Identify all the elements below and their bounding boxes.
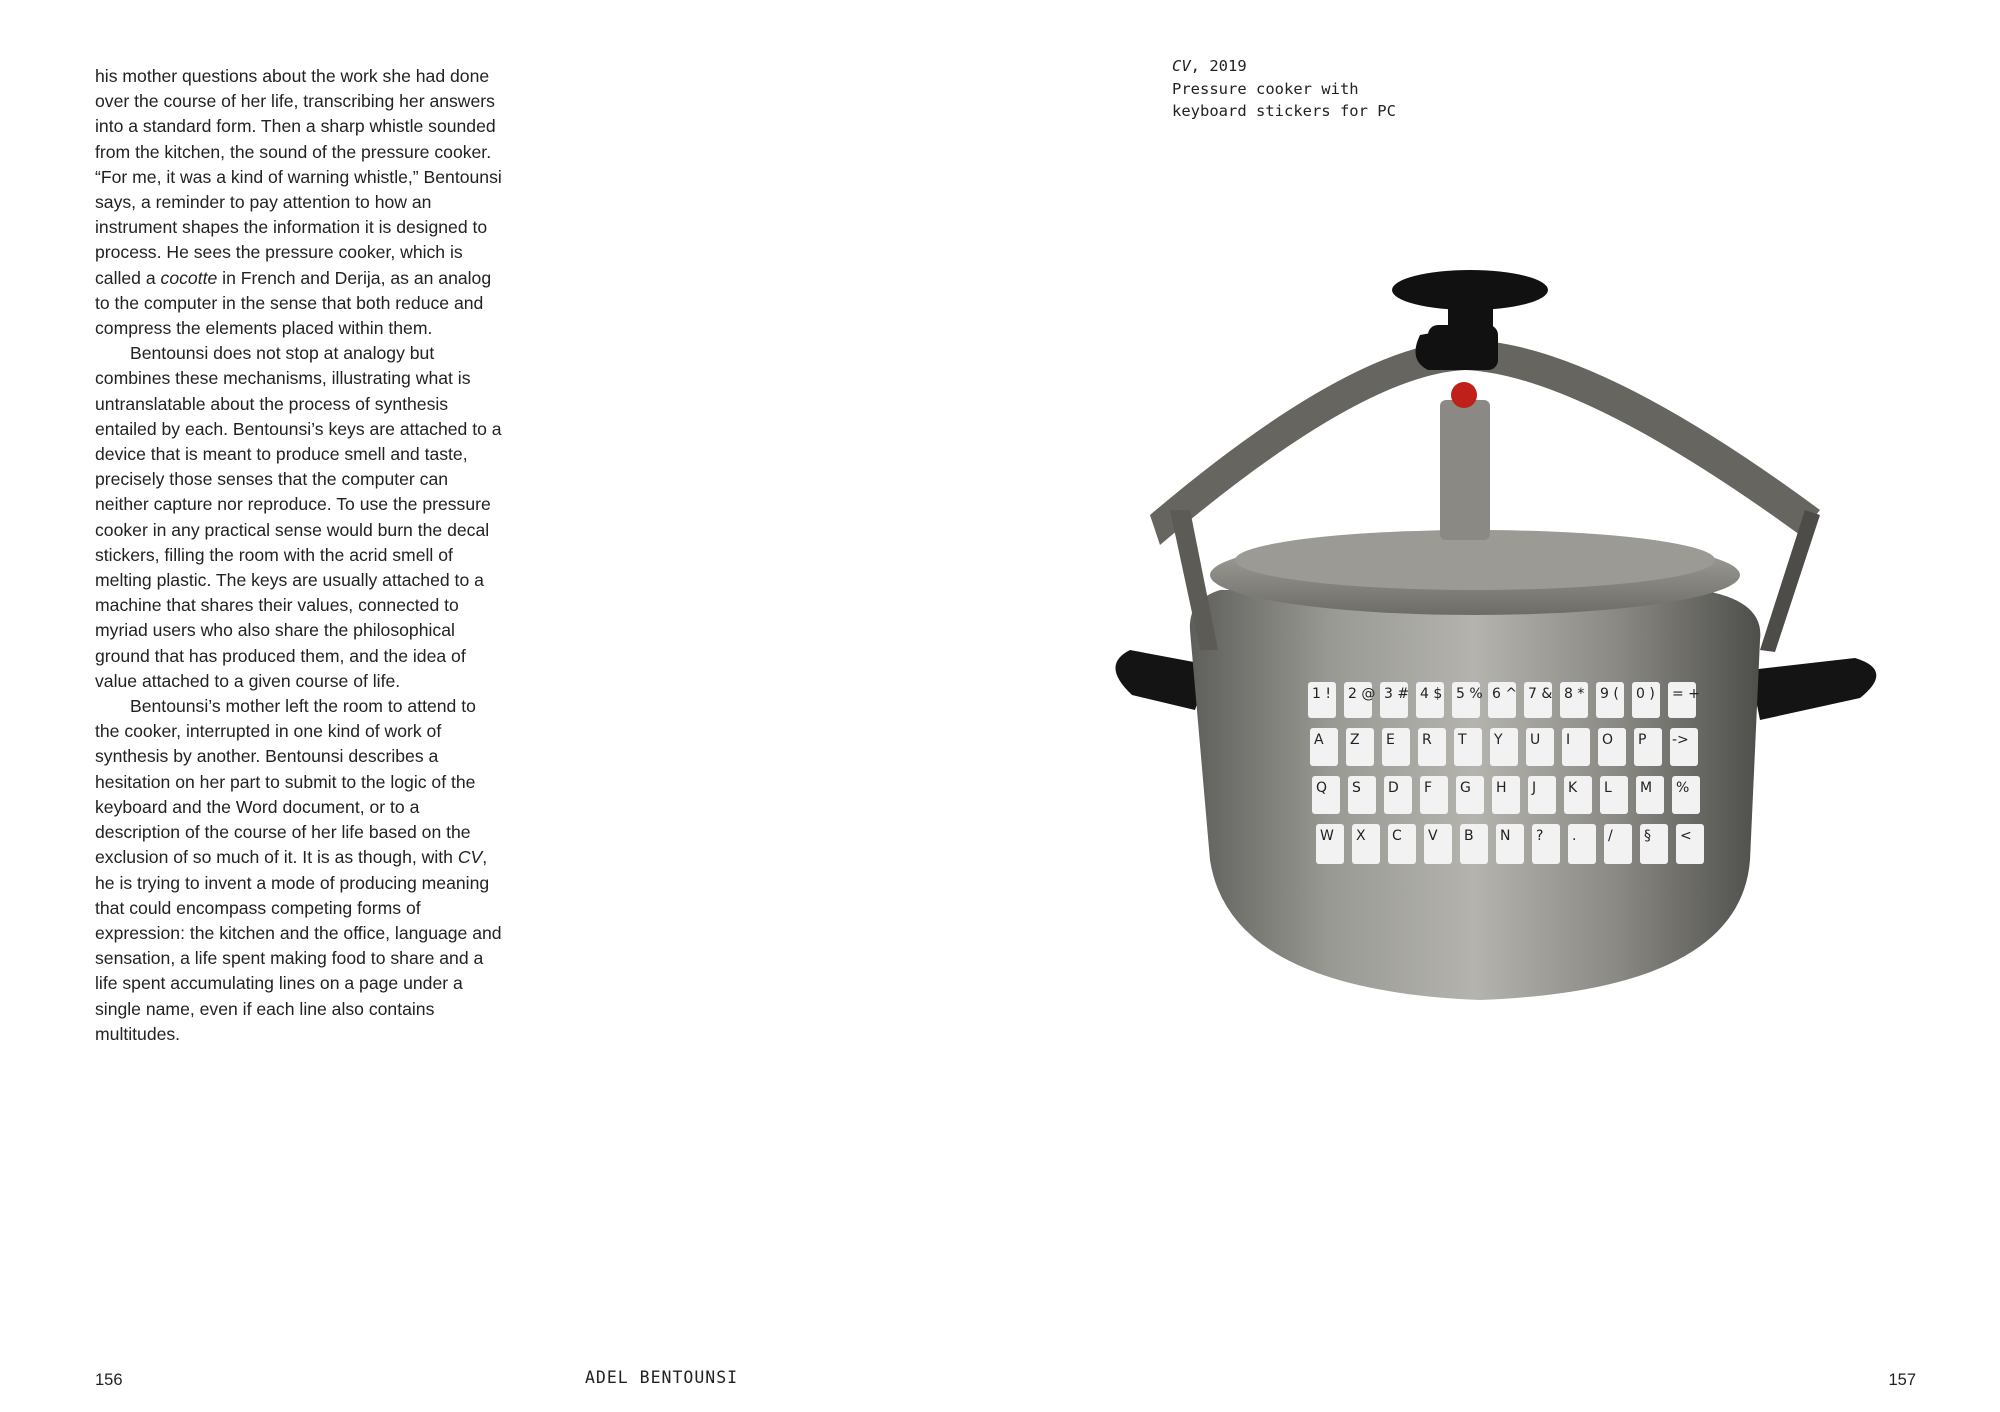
red-valve (1451, 382, 1477, 408)
running-head: ADEL BENTOUNSI (585, 1368, 739, 1387)
svg-text:M: M (1640, 780, 1653, 796)
italic-cv: CV (457, 847, 483, 868)
svg-text:V: V (1428, 828, 1438, 844)
page-number-right: 157 (1888, 1371, 1916, 1389)
sticker-row-2 (1310, 728, 1698, 766)
svg-text:U: U (1530, 732, 1541, 748)
svg-text:1 !: 1 ! (1312, 686, 1331, 702)
svg-text:<: < (1680, 828, 1692, 844)
paragraph-3-text: Bentounsi’s mother left the room to attend to the cooker, interrupted in one kind of work of synthesis by another. Bentounsi describes a hesitation on her part to submit to the logic of the keyboard and the Word document, or to a description of the course of her life based on the exclusion of so much of it. It is as though, with (95, 696, 476, 868)
svg-text:I: I (1566, 732, 1571, 748)
caption-title: CV (1172, 57, 1191, 75)
paragraph-1 (95, 64, 505, 341)
svg-text:D: D (1388, 780, 1399, 796)
svg-text:C: C (1392, 828, 1402, 844)
svg-text:9 (: 9 ( (1600, 686, 1619, 702)
svg-text:Y: Y (1494, 732, 1503, 748)
svg-text:Q: Q (1316, 780, 1328, 796)
body-text (95, 64, 505, 1047)
caption-line-2: Pressure cooker with (1172, 79, 1359, 98)
svg-text:W: W (1320, 828, 1334, 844)
svg-text:4 $: 4 $ (1420, 686, 1443, 702)
sticker-row-4 (1316, 824, 1704, 864)
svg-text:?: ? (1536, 828, 1544, 844)
italic-cocotte: cocotte (160, 267, 218, 288)
right-handle (1750, 658, 1876, 720)
paragraph-1-text: his mother questions about the work she had done over the course of her life, transcribing her answers into a standard form. Then a sharp whistle sounded from the kitchen, the sound of the pressure cooker. “For me, it was a kind of warning whistle,” Bentounsi says, a reminder to pay attention to how an instrument shapes the information it is designed to process. He sees the pressure cooker, which is called a (95, 66, 502, 288)
svg-text:K: K (1568, 780, 1578, 796)
svg-text:0 ): 0 ) (1636, 686, 1655, 702)
svg-text:3 #: 3 # (1384, 686, 1410, 702)
svg-text:6 ^: 6 ^ (1492, 686, 1518, 702)
svg-text:%: % (1676, 780, 1690, 796)
paragraph-1-end: in French and Derija, as an analog to the computer in the sense that both reduce and compress the elements placed within them. (95, 267, 492, 339)
pressure-cooker-image (1060, 270, 1920, 1030)
svg-text:A: A (1314, 732, 1324, 748)
svg-text:§: § (1644, 828, 1651, 844)
artwork-caption (1172, 55, 1396, 123)
svg-text:5 %: 5 % (1456, 686, 1483, 702)
svg-text:7 &: 7 & (1528, 686, 1553, 702)
sticker-row-1 (1308, 682, 1700, 718)
svg-text:R: R (1422, 732, 1432, 748)
paragraph-3-end: , he is trying to invent a mode of producing meaning that could encompass competing forms of expression: the kitchen and the office, language and sensation, a life spent making food to share and a life spent accumulating lines on a page under a single name, even if each line also contains multitudes. (95, 847, 502, 1044)
svg-text:8 *: 8 * (1564, 686, 1585, 702)
svg-text:H: H (1496, 780, 1507, 796)
caption-year: , 2019 (1190, 57, 1247, 75)
paragraph-3 (95, 694, 505, 1047)
svg-text:T: T (1458, 732, 1467, 748)
caption-line-3: keyboard stickers for PC (1172, 102, 1396, 120)
svg-text:2 @: 2 @ (1348, 686, 1376, 702)
svg-text:Z: Z (1350, 732, 1360, 748)
svg-text:P: P (1638, 732, 1647, 748)
paragraph-2: Bentounsi does not stop at analogy but combines these mechanisms, illustrating what is untranslatable about the process of synthesis entailed by each. Bentounsi’s keys are attached to a device that is meant to produce smell and taste, precisely those senses that the computer can neither capture nor reproduce. To use the pressure cooker in any practical sense would burn the decal stickers, filling the room with the acrid smell of melting plastic. The keys are usually attached to a machine that shares their values, connected to myriad users who also share the philosophical ground that has produced them, and the idea of value attached to a given course of life. (95, 343, 502, 691)
svg-text:/: / (1608, 828, 1613, 844)
svg-text:J: J (1532, 780, 1537, 796)
caption-line-1 (1172, 55, 1396, 78)
page-number-left: 156 (95, 1371, 123, 1389)
svg-text:->: -> (1672, 732, 1689, 748)
svg-text:.: . (1572, 828, 1577, 844)
svg-text:O: O (1602, 732, 1614, 748)
svg-text:E: E (1386, 732, 1395, 748)
svg-text:= +: = + (1672, 686, 1700, 702)
svg-text:G: G (1460, 780, 1471, 796)
sticker-row-3 (1312, 776, 1700, 814)
svg-text:N: N (1500, 828, 1511, 844)
svg-text:B: B (1464, 828, 1474, 844)
svg-text:S: S (1352, 780, 1361, 796)
svg-text:L: L (1604, 780, 1612, 796)
svg-text:F: F (1424, 780, 1433, 796)
svg-text:X: X (1356, 828, 1366, 844)
